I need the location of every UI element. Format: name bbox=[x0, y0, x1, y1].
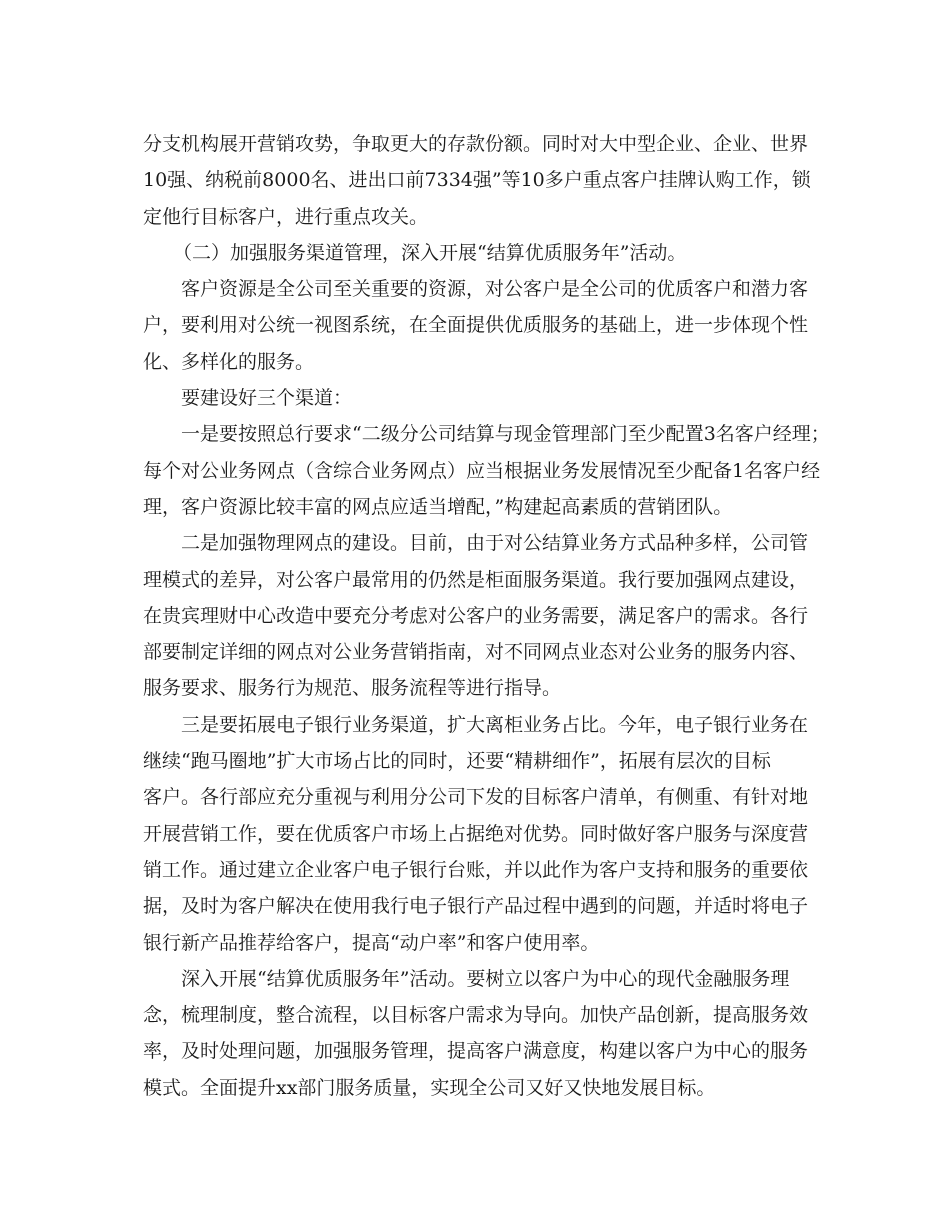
document-body bbox=[143, 126, 830, 1106]
text-line: 理模式的差异，对公客户最常用的仍然是柜面服务渠道。我行要加强网点建设， bbox=[143, 568, 809, 591]
text-line: 据，及时为客户解决在使用我行电子银行产品过程中遇到的问题，并适时将电子 bbox=[143, 895, 809, 918]
text-line: 要建设好三个渠道： bbox=[181, 387, 353, 410]
text-line: 二是加强物理网点的建设。目前，由于对公结算业务方式品种多样，公司管 bbox=[181, 532, 809, 555]
text-line: 在贵宾理财中心改造中要充分考虑对公客户的业务需要，满足客户的需求。各行 bbox=[143, 604, 809, 627]
section-heading: （二）加强服务渠道管理，深入开展“结算优质服务年”活动。 bbox=[173, 241, 687, 264]
text-line: 销工作。通过建立企业客户电子银行台账，并以此作为客户支持和服务的重要依 bbox=[143, 858, 809, 881]
text-line: 深入开展“结算优质服务年”活动。要树立以客户为中心的现代金融服务理 bbox=[181, 967, 790, 990]
text-line: 银行新产品推荐给客户，提高“动户率”和客户使用率。 bbox=[143, 931, 600, 954]
text-line: 继续“跑马圈地”扩大市场占比的同时，还要“精耕细作”，拓展有层次的目标 bbox=[143, 750, 771, 773]
text-line: 客户。各行部应充分重视与利用分公司下发的目标客户清单，有侧重、有针对地 bbox=[143, 786, 809, 809]
text-line: 三是要拓展电子银行业务渠道，扩大离柜业务占比。今年，电子银行业务在 bbox=[181, 713, 809, 736]
text-line: 模式。全面提升xx部门服务质量，实现全公司又好又快地发展目标。 bbox=[143, 1076, 716, 1099]
text-line: 户，要利用对公统一视图系统，在全面提供优质服务的基础上，进一步体现个性 bbox=[143, 314, 809, 337]
text-line: 率，及时处理问题，加强服务管理，提高客户满意度，构建以客户为中心的服务 bbox=[143, 1040, 809, 1063]
text-line: 分支机构展开营销攻势，争取更大的存款份额。同时对大中型企业、企业、世界 bbox=[143, 133, 809, 155]
text-line: 10强、纳税前8000名、进出口前7334强”等10多户重点客户挂牌认购工作，锁 bbox=[143, 169, 811, 192]
text-line: 化、多样化的服务。 bbox=[143, 350, 315, 373]
text-line: 每个对公业务网点（含综合业务网点）应当根据业务发展情况至少配备1名客户经 bbox=[143, 459, 821, 482]
text-line: 理，客户资源比较丰富的网点应适当增配，”构建起高素质的营销团队。 bbox=[143, 495, 733, 518]
text-line: 客户资源是全公司至关重要的资源，对公客户是全公司的优质客户和潜力客 bbox=[181, 278, 809, 301]
text-line: 部要制定详细的网点对公业务营销指南，对不同网点业态对公业务的服务内容、 bbox=[143, 641, 809, 664]
text-line: 开展营销工作，要在优质客户市场上占据绝对优势。同时做好客户服务与深度营 bbox=[143, 822, 809, 845]
text-line: 一是要按照总行要求“二级分公司结算与现金管理部门至少配置3名客户经理； bbox=[181, 423, 830, 446]
text-line: 念，梳理制度，整合流程，以目标客户需求为导向。加快产品创新，提高服务效 bbox=[143, 1004, 809, 1027]
text-line: 定他行目标客户，进行重点攻关。 bbox=[143, 205, 429, 228]
text-line: 服务要求、服务行为规范、服务流程等进行指导。 bbox=[143, 677, 562, 700]
